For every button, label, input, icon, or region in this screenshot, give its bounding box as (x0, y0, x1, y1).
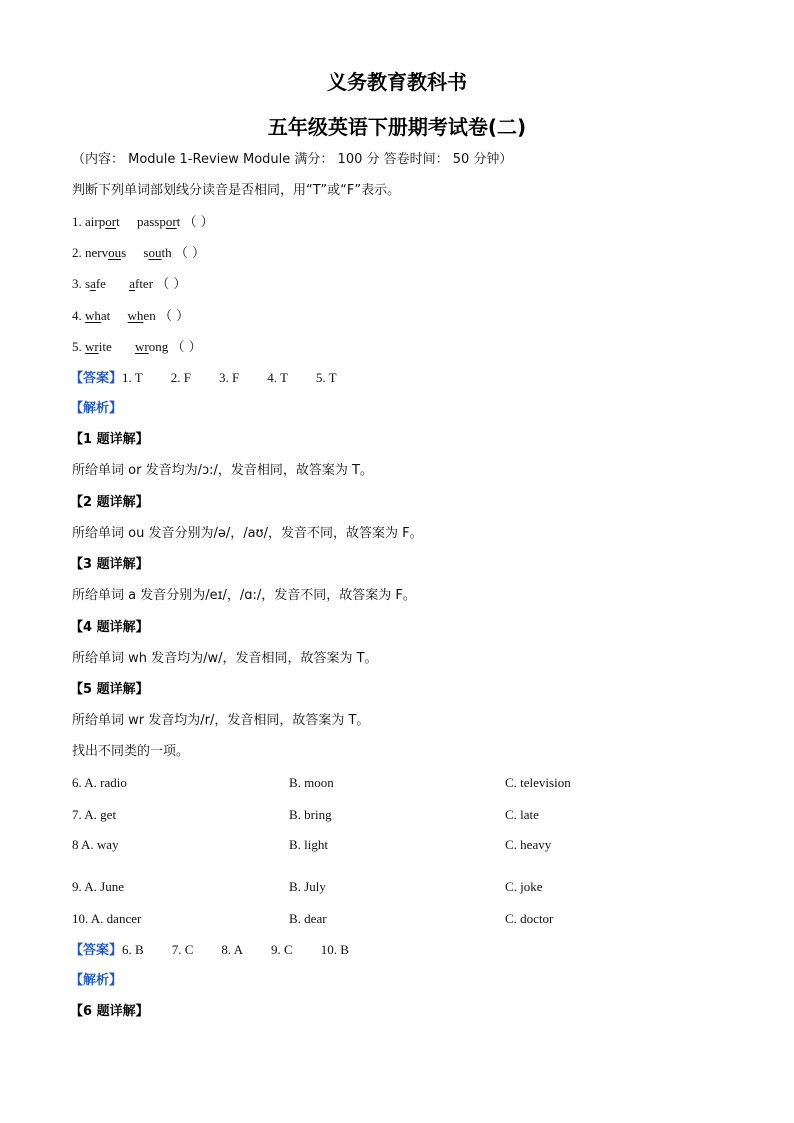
word-2: when (127, 308, 156, 323)
option-b: B. light (289, 837, 329, 852)
detail-text-1: 所给单词 or 发音均为/ɔ:/，发音相同，故答案为 T。 (72, 463, 373, 478)
answer-item: 7. C (171, 942, 194, 957)
answer-item: 10. B (320, 942, 349, 957)
question-number: 4. (72, 308, 82, 323)
detail-head-3: 【3 题详解】 (70, 557, 149, 572)
answer-item: 5. T (315, 370, 337, 385)
question-number: 2. (72, 245, 82, 260)
detail-text-3: 所给单词 a 发音分别为/eɪ/，/ɑ:/，发音不同，故答案为 F。 (72, 588, 416, 603)
part2-answers (70, 941, 349, 960)
analysis-tag: 【解析】 (70, 973, 123, 988)
detail-head-5: 【5 题详解】 (70, 682, 149, 697)
option-b: B. moon (289, 775, 334, 790)
word-1: airport (85, 214, 120, 229)
part1-instruction: 判断下列单词部划线分读音是否相同，用“T”或“F”表示。 (72, 183, 401, 198)
question-5 (72, 338, 202, 357)
answer-bracket[interactable]: （ ） (174, 246, 205, 261)
detail-text-2: 所给单词 ou 发音分别为/ə/，/aʊ/，发音不同，故答案为 F。 (72, 526, 423, 541)
question-1 (72, 213, 214, 232)
word-1: write (85, 339, 112, 354)
detail-text-5: 所给单词 wr 发音均为/r/，发音相同，故答案为 T。 (72, 713, 370, 728)
answer-item: 2. F (170, 370, 191, 385)
answer-item: 9. C (271, 942, 293, 957)
detail-head-4: 【4 题详解】 (70, 620, 149, 635)
question-4 (72, 307, 189, 326)
answer-bracket[interactable]: （ ） (183, 215, 214, 230)
answer-item: 1. T (122, 370, 143, 385)
word-1: nervous (85, 245, 127, 260)
word-1: what (85, 308, 111, 323)
answer-item: 4. T (267, 370, 288, 385)
word-2: south (143, 245, 172, 260)
option-c: C. joke (505, 879, 543, 894)
answer-item: 8. A (221, 942, 244, 957)
option-a: 10. A. dancer (72, 911, 142, 926)
answer-tag: 【答案】 (70, 371, 123, 386)
question-2 (72, 244, 205, 263)
question-number: 3. (72, 276, 82, 291)
question-number: 1. (72, 214, 82, 229)
part2-instruction: 找出不同类的一项。 (72, 744, 190, 759)
word-2: wrong (134, 339, 169, 354)
option-a: 9. A. June (72, 879, 124, 894)
answer-item: 3. F (218, 370, 240, 385)
option-a: 7. A. get (72, 807, 117, 822)
word-2: after (129, 276, 154, 291)
question-number: 5. (72, 339, 82, 354)
detail-head-6: 【6 题详解】 (70, 1004, 149, 1019)
option-a: 6. A. radio (72, 775, 127, 790)
detail-text-4: 所给单词 wh 发音均为/w/，发音相同，故答案为 T。 (72, 651, 378, 666)
analysis-tag: 【解析】 (70, 401, 123, 416)
part1-answers (70, 369, 337, 388)
option-c: C. heavy (505, 837, 552, 852)
option-c: C. late (505, 807, 539, 822)
option-a: 8 A. way (72, 837, 119, 852)
answer-tag: 【答案】 (70, 943, 123, 958)
book-title: 义务教育教科书 (327, 70, 467, 94)
exam-title: 五年级英语下册期考试卷(二) (267, 115, 527, 139)
option-c: C. television (505, 775, 571, 790)
question-3 (72, 275, 186, 294)
answer-bracket[interactable]: （ ） (171, 340, 202, 355)
word-2: passport (136, 214, 181, 229)
option-c: C. doctor (505, 911, 554, 926)
answer-bracket[interactable]: （ ） (158, 309, 190, 324)
exam-info: （内容： Module 1-Review Module 满分： 100 分 答卷时间： 50 分钟） (72, 152, 513, 167)
detail-head-1: 【1 题详解】 (70, 432, 149, 447)
detail-head-2: 【2 题详解】 (70, 495, 149, 510)
word-1: safe (85, 276, 106, 291)
option-b: B. July (289, 879, 326, 894)
option-b: B. dear (289, 911, 327, 926)
option-b: B. bring (289, 807, 332, 822)
answer-bracket[interactable]: （ ） (156, 277, 187, 292)
answer-item: 6. B (122, 942, 144, 957)
